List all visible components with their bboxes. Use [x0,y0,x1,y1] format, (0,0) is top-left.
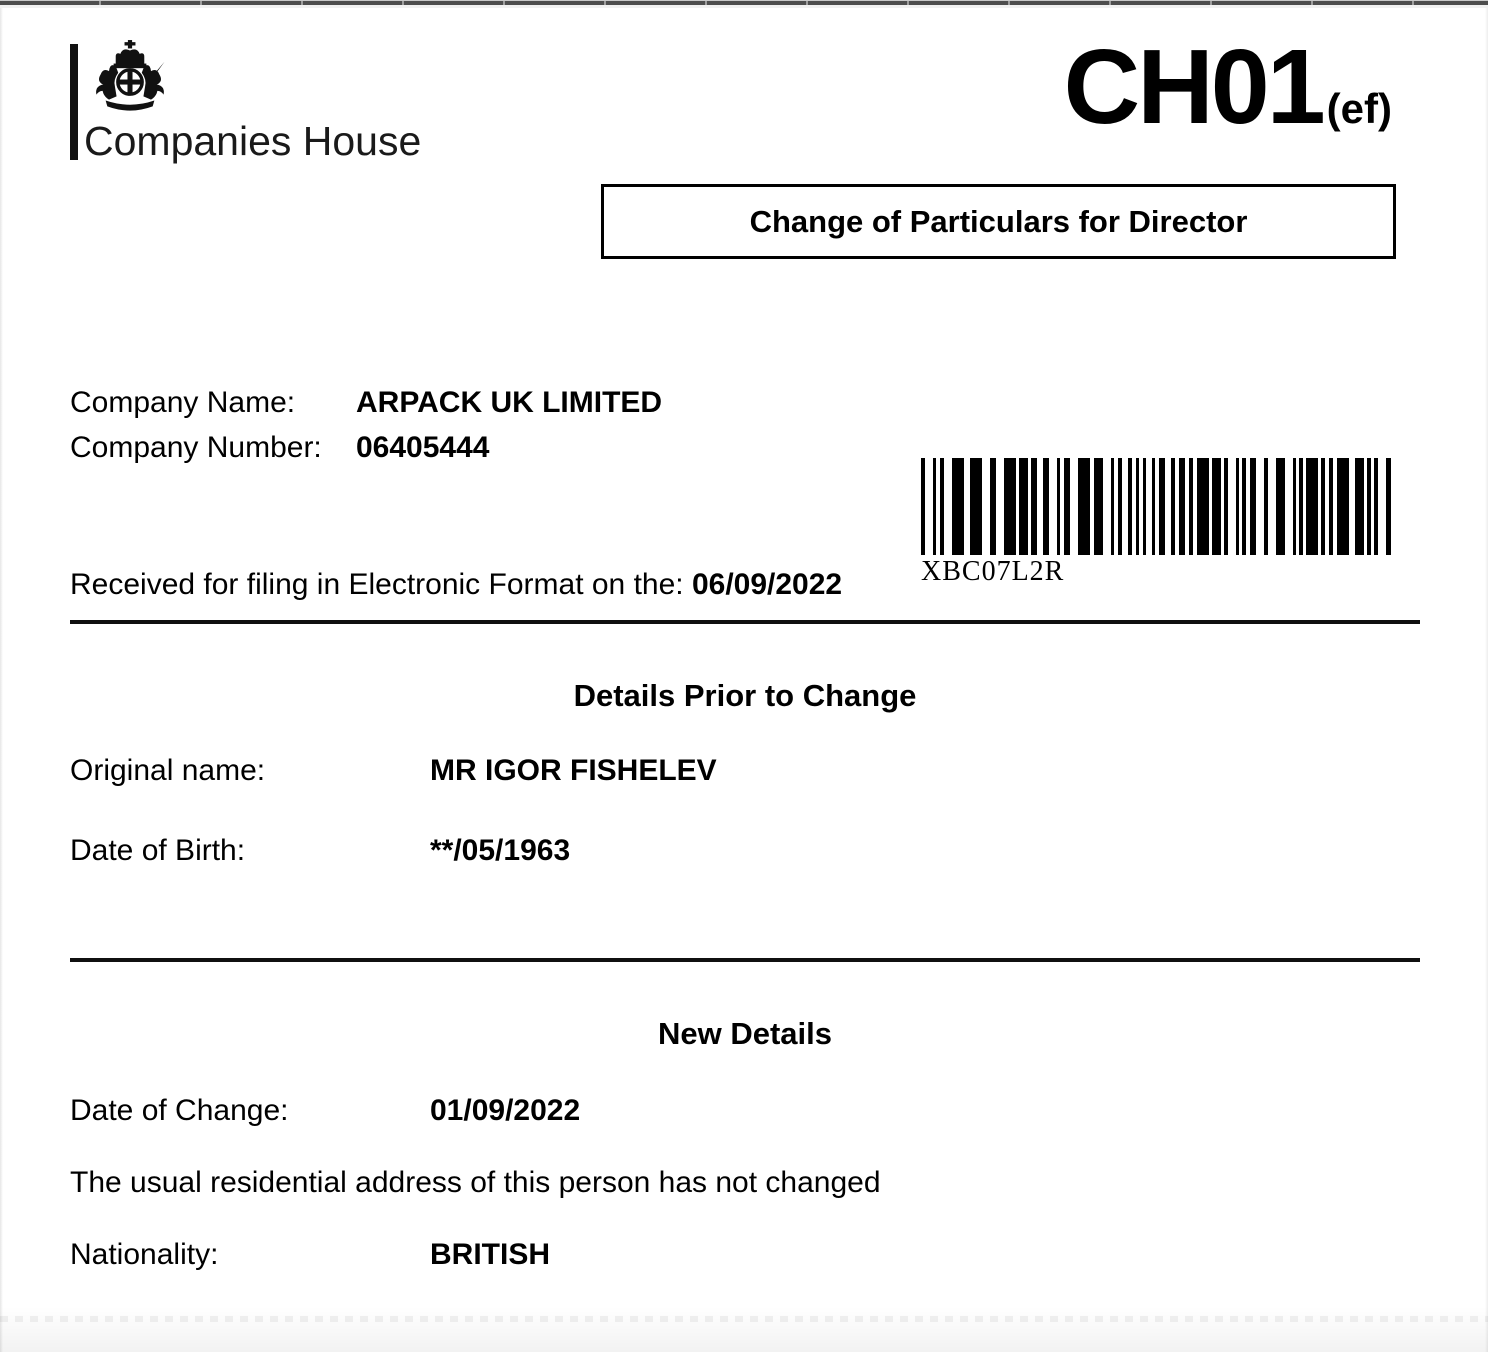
form-code-suffix: (ef) [1326,85,1392,132]
barcode [921,458,1391,555]
date-of-change-value: 01/09/2022 [430,1094,581,1127]
received-date: 06/09/2022 [691,568,843,601]
page-left-edge [0,8,3,1352]
address-unchanged-note: The usual residential address of this person has not changed [70,1166,881,1199]
company-number-label: Company Number: [70,431,322,464]
date-of-change-label: Date of Change: [70,1094,289,1127]
section-heading-new: New Details [657,1016,832,1051]
company-number-row [70,431,489,465]
date-of-birth-label: Date of Birth: [70,834,246,867]
form-title: Change of Particulars for Director [749,203,1248,239]
logo-vertical-bar [70,44,78,160]
form-title-box [601,184,1396,259]
page-bottom-shadow [0,1306,1488,1352]
company-name-row [70,386,662,420]
section-heading-prior: Details Prior to Change [573,678,917,713]
company-number-value: 06405444 [356,431,490,464]
form-code [1063,28,1392,146]
form-code-main: CH01 [1063,28,1323,146]
viewer-chrome-ticks [0,1,1488,5]
barcode-value: XBC07L2R [921,556,1065,587]
divider-2 [70,958,1420,962]
divider-1 [70,620,1420,624]
received-label: Received for filing in Electronic Format on the: [70,568,692,601]
company-name-value: ARPACK UK LIMITED [356,386,663,419]
received-for-filing-line [70,568,842,602]
royal-crest-icon [88,38,172,116]
date-of-birth-row [70,834,570,868]
date-of-change-row [70,1094,580,1128]
original-name-row [70,754,717,788]
nationality-row [70,1238,550,1272]
companies-house-logotype: Companies House [84,118,422,164]
original-name-label: Original name: [70,754,266,787]
original-name-value: MR IGOR FISHELEV [430,754,717,787]
viewer-chrome-strip [0,0,1488,8]
nationality-value: BRITISH [430,1238,550,1271]
date-of-birth-value: **/05/1963 [430,834,571,867]
nationality-label: Nationality: [70,1238,219,1271]
company-name-label: Company Name: [70,386,296,419]
